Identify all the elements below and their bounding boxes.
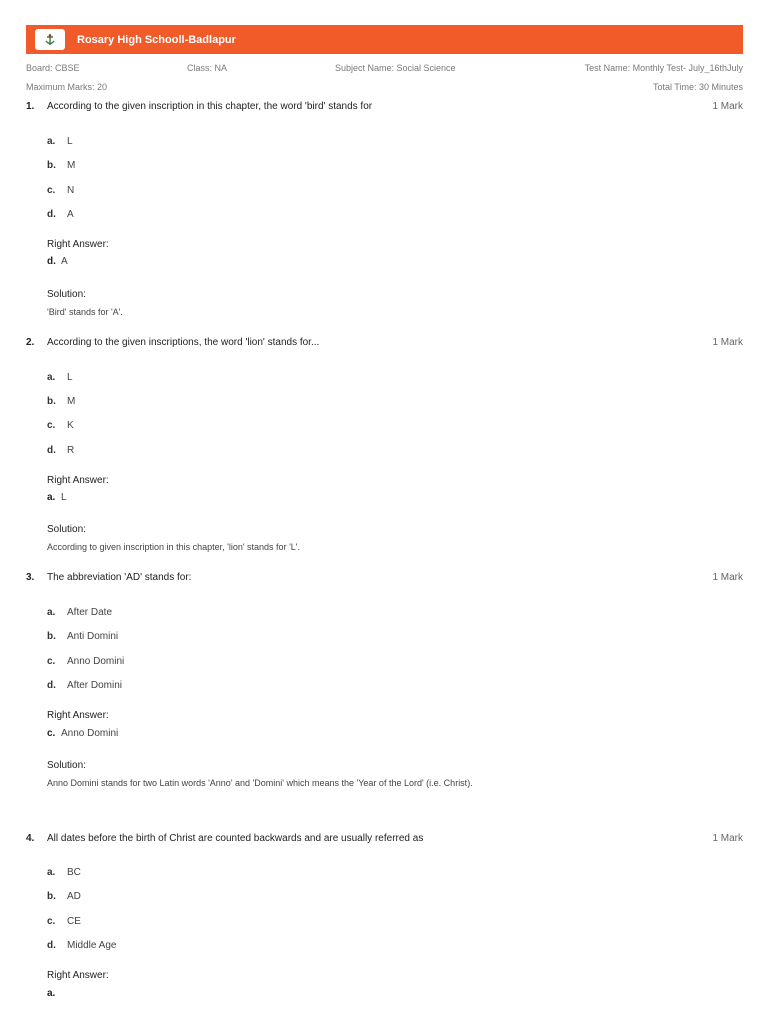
subject-info: Subject Name: Social Science — [335, 63, 456, 73]
option-a — [47, 372, 73, 383]
question-text: According to the given inscription in this chapter, the word 'bird' stands for — [47, 101, 373, 112]
option-text: Anti Domini — [67, 631, 119, 642]
option-text: M — [67, 160, 76, 171]
question-marks: 1 Mark — [712, 833, 743, 844]
option-label: d. — [47, 445, 56, 456]
option-text: M — [67, 396, 76, 407]
question-number: 3. — [26, 572, 35, 583]
school-logo — [35, 29, 65, 50]
option-label: d. — [47, 680, 56, 691]
answer-label: a. — [47, 988, 56, 999]
option-label: a. — [47, 867, 56, 878]
class-info: Class: NA — [187, 63, 228, 73]
option-label: b. — [47, 891, 56, 902]
total-time-info: Total Time: 30 Minutes — [652, 82, 743, 92]
question-marks: 1 Mark — [712, 572, 743, 583]
right-answer-heading: Right Answer: — [47, 475, 109, 486]
option-label: b. — [47, 631, 56, 642]
option-text: L — [67, 136, 73, 147]
school-crest-icon — [43, 33, 57, 47]
answer-label: a. — [47, 492, 56, 503]
question-number: 4. — [26, 833, 35, 844]
answer-text: L — [61, 492, 67, 503]
right-answer — [47, 728, 118, 739]
question-number: 2. — [26, 337, 35, 348]
option-text: R — [67, 445, 75, 456]
school-name: Rosary High Schooll-Badlapur — [77, 33, 236, 46]
option-b — [47, 631, 118, 642]
question-text: The abbreviation 'AD' stands for: — [47, 572, 192, 583]
option-c — [47, 420, 74, 431]
question-marks: 1 Mark — [712, 101, 743, 112]
option-text: N — [67, 185, 75, 196]
right-answer — [47, 988, 61, 999]
option-label: c. — [47, 185, 56, 196]
option-label: a. — [47, 607, 56, 618]
option-b — [47, 396, 75, 407]
question-marks: 1 Mark — [712, 337, 743, 348]
option-d — [47, 209, 74, 220]
option-c — [47, 916, 81, 927]
option-label: a. — [47, 372, 56, 383]
option-d — [47, 445, 74, 456]
option-text: K — [67, 420, 74, 431]
option-text: After Date — [67, 607, 113, 618]
option-text: BC — [67, 867, 81, 878]
board-info: Board: CBSE — [26, 63, 80, 73]
solution-heading: Solution: — [47, 524, 86, 535]
option-label: c. — [47, 916, 56, 927]
question-text: All dates before the birth of Christ are counted backwards and are usually referred as — [47, 833, 424, 844]
option-b — [47, 891, 81, 902]
option-text: After Domini — [67, 680, 123, 691]
option-text: Anno Domini — [67, 656, 125, 667]
option-a — [47, 867, 81, 878]
right-answer-heading: Right Answer: — [47, 710, 109, 721]
option-a — [47, 607, 112, 618]
test-name-info: Test Name: Monthly Test- July_16thJuly — [584, 63, 743, 73]
solution-heading: Solution: — [47, 760, 86, 771]
option-label: d. — [47, 209, 56, 220]
right-answer — [47, 492, 67, 503]
option-label: a. — [47, 136, 56, 147]
answer-text: Anno Domini — [61, 728, 119, 739]
solution-heading: Solution: — [47, 289, 86, 300]
answer-label: d. — [47, 256, 56, 267]
solution-text: Anno Domini stands for two Latin words 'Anno' and 'Domini' which means the 'Year of the Lord' (i.e. Christ). — [47, 778, 473, 788]
solution-text: According to given inscription in this chapter, 'lion' stands for 'L'. — [47, 542, 301, 552]
right-answer-heading: Right Answer: — [47, 970, 109, 981]
option-text: L — [67, 372, 73, 383]
option-label: c. — [47, 420, 56, 431]
option-label: c. — [47, 656, 56, 667]
school-header — [26, 25, 743, 54]
solution-text: 'Bird' stands for 'A'. — [47, 307, 123, 317]
option-d — [47, 940, 116, 951]
question-number: 1. — [26, 101, 35, 112]
question-text: According to the given inscriptions, the word 'lion' stands for... — [47, 337, 320, 348]
answer-text: A — [61, 256, 68, 267]
option-c — [47, 656, 124, 667]
option-c — [47, 185, 74, 196]
option-text: CE — [67, 916, 81, 927]
option-text: Middle Age — [67, 940, 117, 951]
right-answer — [47, 256, 68, 267]
option-label: b. — [47, 160, 56, 171]
max-marks-info: Maximum Marks: 20 — [26, 82, 108, 92]
option-b — [47, 160, 75, 171]
option-label: d. — [47, 940, 56, 951]
option-label: b. — [47, 396, 56, 407]
right-answer-heading: Right Answer: — [47, 239, 109, 250]
answer-label: c. — [47, 728, 56, 739]
option-text: A — [67, 209, 74, 220]
option-a — [47, 136, 73, 147]
option-text: AD — [67, 891, 81, 902]
option-d — [47, 680, 122, 691]
